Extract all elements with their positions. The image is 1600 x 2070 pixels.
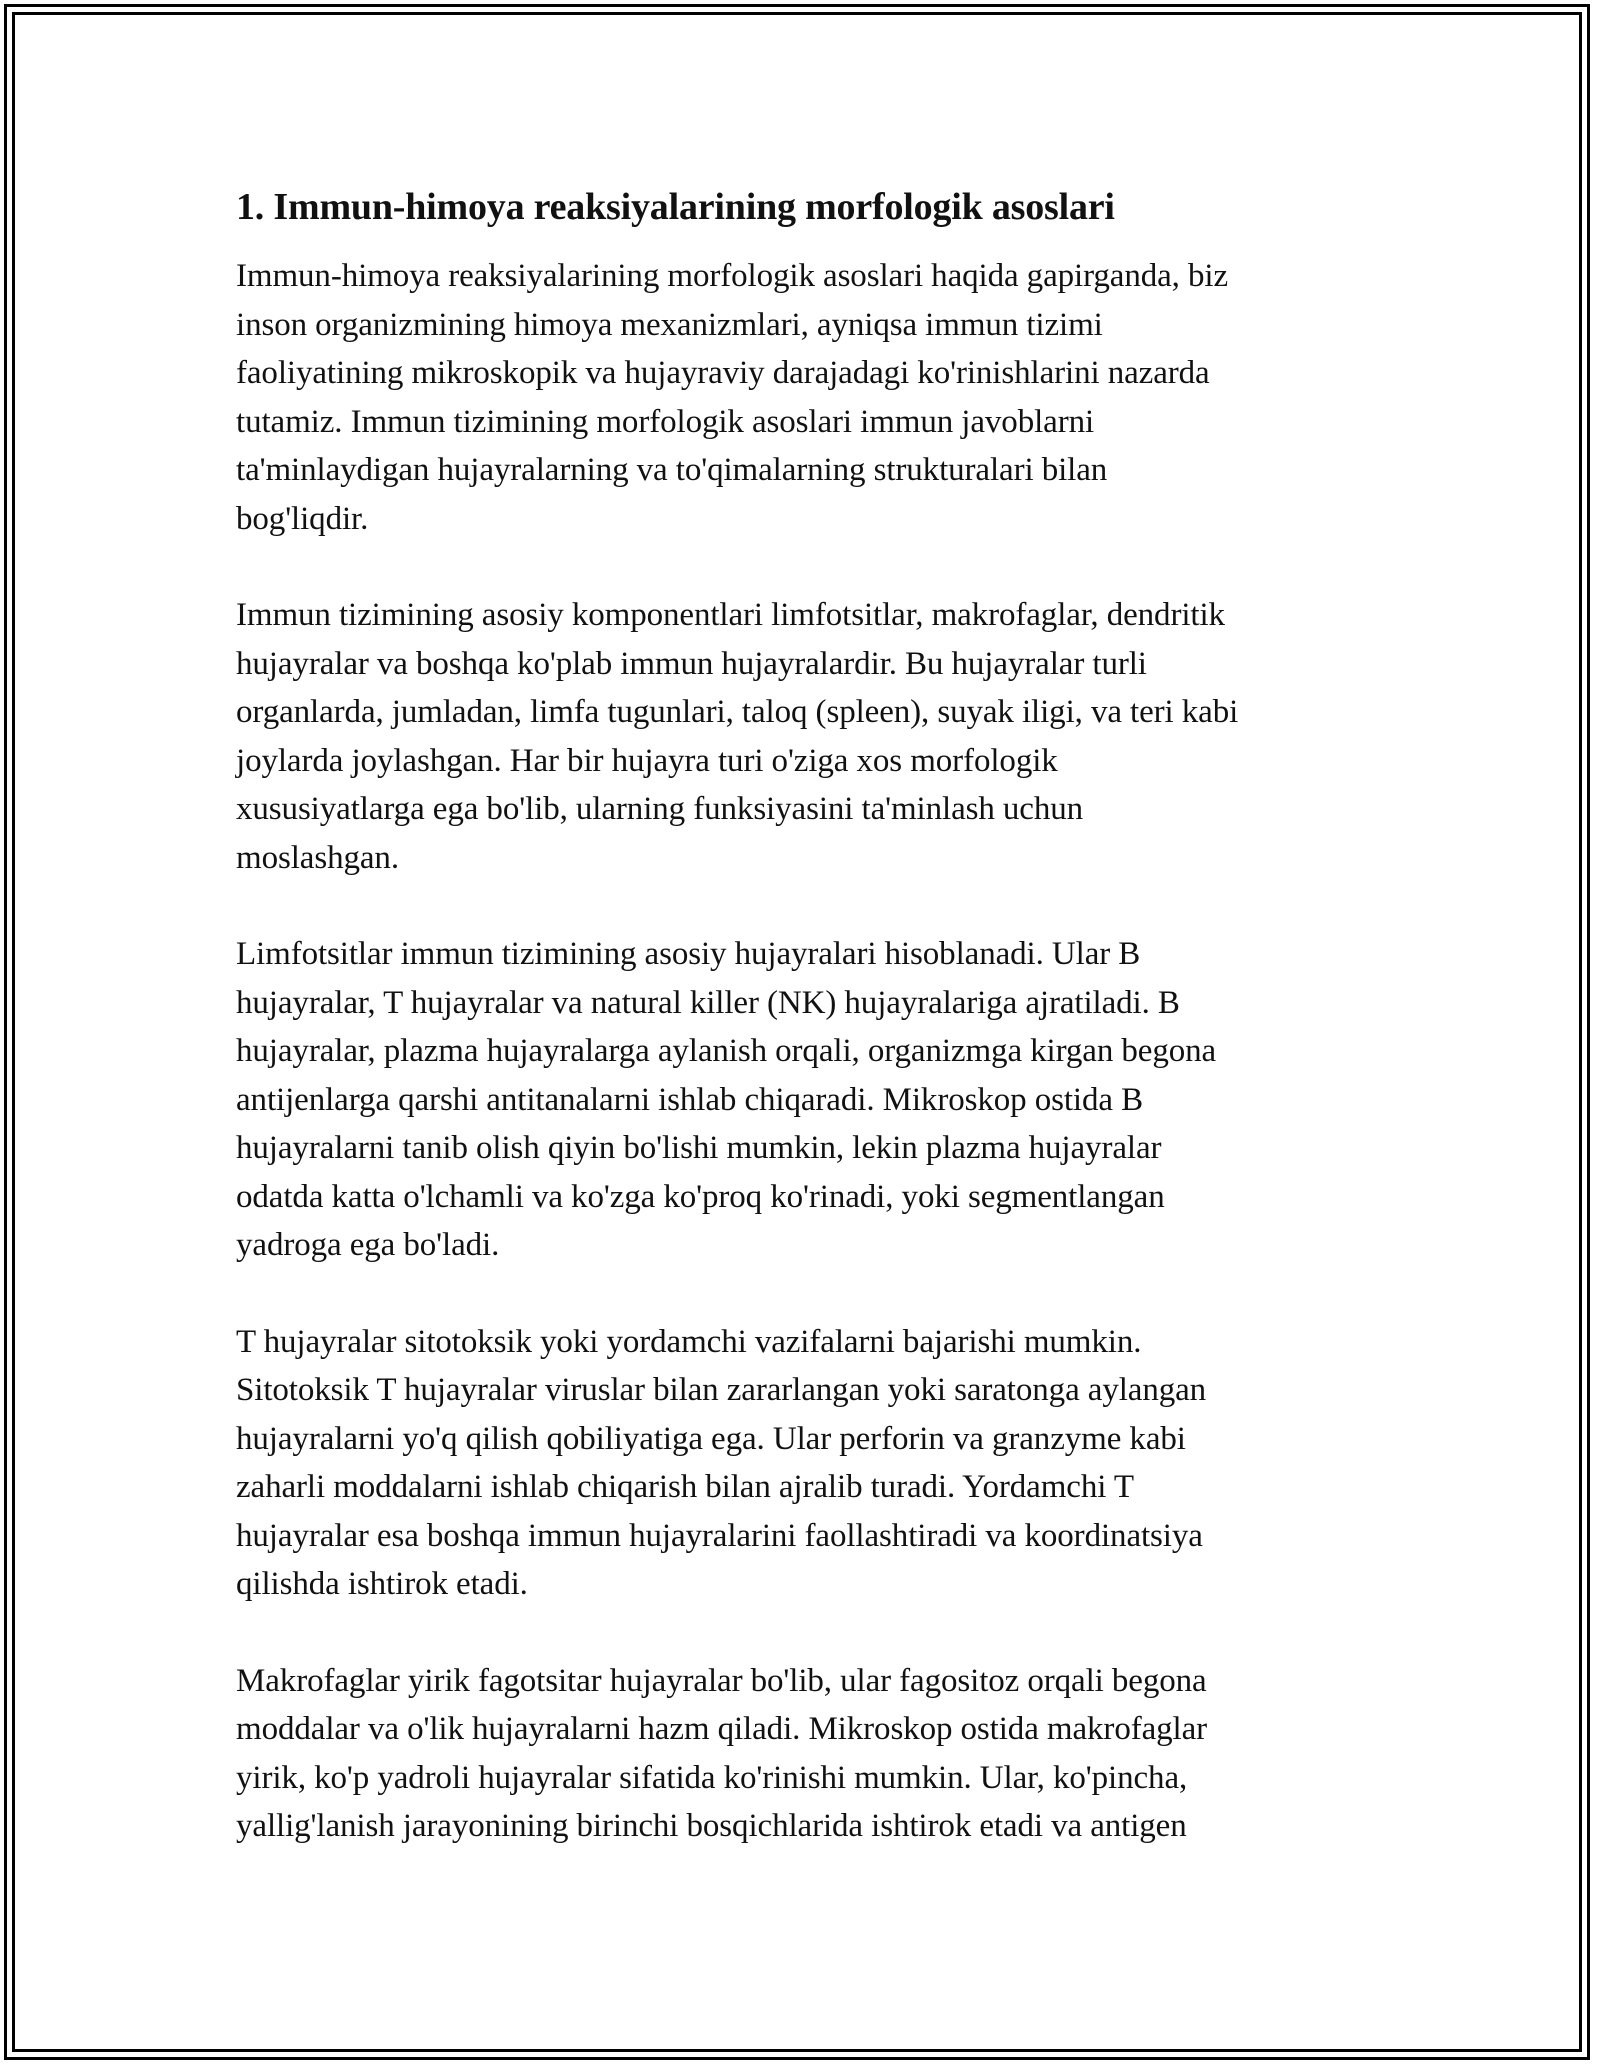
paragraph-line: antijenlarga qarshi antitanalarni ishlab chiqaradi. Mikroskop ostida B: [236, 1081, 1143, 1118]
paragraph-line: Sitotoksik T hujayralar viruslar bilan zararlangan yoki saratonga aylangan: [236, 1372, 1207, 1408]
body-paragraph: [236, 1318, 1366, 1609]
paragraph-line: T hujayralar sitotoksik yoki yordamchi vazifalarni bajarishi mumkin.: [236, 1323, 1142, 1360]
body-paragraph: [236, 252, 1366, 543]
paragraph-line: odatda katta o'lchamli va ko'zga ko'proq ko'rinadi, yoki segmentlangan: [236, 1178, 1165, 1215]
paragraph-line: joylarda joylashgan. Har bir hujayra turi o'ziga xos morfologik: [236, 742, 1058, 779]
paragraph-line: Makrofaglar yirik fagotsitar hujayralar bo'lib, ular fagositoz orqali begona: [236, 1662, 1207, 1699]
paragraph-line: hujayralarni yo'q qilish qobiliyatiga ega. Ular perforin va granzyme kabi: [236, 1420, 1186, 1457]
paragraph-line: yirik, ko'p yadroli hujayralar sifatida ko'rinishi mumkin. Ular, ko'pincha,: [236, 1759, 1188, 1796]
paragraph-line: bog'liqdir.: [236, 500, 369, 537]
paragraph-line: Immun tizimining asosiy komponentlari limfotsitlar, makrofaglar, dendritik: [236, 597, 1225, 633]
paragraph-line: hujayralar, T hujayralar va natural killer (NK) hujayralariga ajratiladi. B: [236, 984, 1180, 1021]
paragraph-line: moddalar va o'lik hujayralarni hazm qiladi. Mikroskop ostida makrofaglar: [236, 1711, 1208, 1747]
paragraph-line: ta'minlaydigan hujayralarning va to'qimalarning strukturalari bilan: [236, 452, 1108, 488]
paragraph-line: hujayralar esa boshqa immun hujayralarini faollashtiradi va koordinatsiya: [236, 1517, 1203, 1554]
paragraph-container: [236, 252, 1366, 1851]
paragraph-line: yallig'lanish jarayonining birinchi bosqichlarida ishtirok etadi va antigen: [236, 1808, 1187, 1844]
body-paragraph: [236, 591, 1366, 882]
document-body: [236, 184, 1366, 1851]
paragraph-line: Limfotsitlar immun tizimining asosiy hujayralari hisoblanadi. Ular B: [236, 936, 1141, 972]
paragraph-line: hujayralar, plazma hujayralarga aylanish orqali, organizmga kirgan begona: [236, 1033, 1217, 1069]
paragraph-line: hujayralar va boshqa ko'plab immun hujayralardir. Bu hujayralar turli: [236, 645, 1147, 682]
paragraph-line: yadroga ega bo'ladi.: [236, 1227, 500, 1263]
paragraph-line: Immun-himoya reaksiyalarining morfologik asoslari haqida gapirganda, biz: [236, 258, 1229, 294]
body-paragraph: [236, 1657, 1366, 1851]
body-paragraph: [236, 930, 1366, 1270]
paragraph-line: moslashgan.: [236, 839, 399, 876]
paragraph-line: inson organizmining himoya mexanizmlari, ayniqsa immun tizimi: [236, 306, 1103, 343]
paragraph-line: zaharli moddalarni ishlab chiqarish bilan ajralib turadi. Yordamchi T: [236, 1469, 1134, 1505]
paragraph-line: faoliyatining mikroskopik va hujayraviy darajadagi ko'rinishlarini nazarda: [236, 355, 1210, 391]
paragraph-line: xususiyatlarga ega bo'lib, ularning funksiyasini ta'minlash uchun: [236, 791, 1084, 827]
paragraph-line: hujayralarni tanib olish qiyin bo'lishi mumkin, lekin plazma hujayralar: [236, 1130, 1162, 1166]
paragraph-line: qilishda ishtirok etadi.: [236, 1566, 528, 1602]
section-heading: 1. Immun-himoya reaksiyalarining morfologik asoslari: [236, 186, 1115, 228]
paragraph-line: tutamiz. Immun tizimining morfologik asoslari immun javoblarni: [236, 403, 1095, 440]
paragraph-line: organlarda, jumladan, limfa tugunlari, taloq (spleen), suyak iligi, va teri kabi: [236, 694, 1239, 730]
